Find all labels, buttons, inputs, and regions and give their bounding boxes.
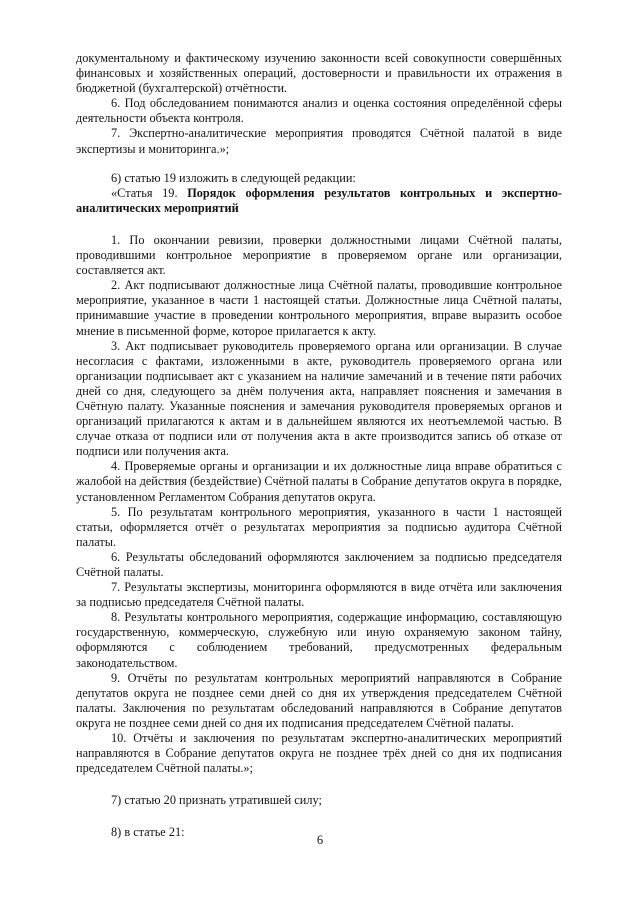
- amendment-6-intro: 6) статью 19 изложить в следующей редакции:: [111, 170, 356, 185]
- amendment-8: 8) в статье 21:: [111, 825, 185, 840]
- article-19-part-7: 7. Результаты экспертизы, мониторинга оформляются в виде отчёта или заключения за подписью председателя Счётной палаты.: [76, 580, 562, 610]
- article-19-part-8: 8. Результаты контрольного мероприятия, содержащие информацию, составляющую государственную, коммерческую, служебную или иную охраняемую законом тайну, оформляются с соблюдением требований, предусмотренных федеральным законодательством.: [76, 610, 562, 670]
- page-number: 6: [316, 833, 324, 847]
- paragraph-continuation: документальному и фактическому изучению законности всей совокупности совершённых финансовых и хозяйственных операций, достоверности и правильности их отражения в бюджетной (бухгалтерской) отчётности.: [76, 51, 562, 96]
- paragraph-item-6: 6. Под обследованием понимаются анализ и оценка состояния определённой сферы деятельности объекта контроля.: [76, 96, 562, 126]
- article-19-heading: [76, 186, 562, 216]
- article-19-part-2: 2. Акт подписывают должностные лица Счётной палаты, проводившие контрольное мероприятие, указанное в части 1 настоящей статьи. Должностные лица Счётной палаты, принимавшие участие в проведении контрольного мероприятия, вправе выразить особое мнение в письменной форме, которое прилагается к акту.: [76, 278, 562, 338]
- article-19-part-10: 10. Отчёты и заключения по результатам экспертно-аналитических мероприятий направляются в Собрание депутатов округа не позднее трёх дней со дня их подписания председателем Счётной палаты.»;: [76, 731, 562, 776]
- article-19-part-9: 9. Отчёты по результатам контрольных мероприятий направляются в Собрание депутатов округа не позднее семи дней со дня их утверждения председателем Счётной палаты. Заключения по результатам обследований направляются в Собрание депутатов округа не позднее семи дней со дня их подписания председателем Счётной палаты.: [76, 670, 562, 730]
- article-19-part-5: 5. По результатам контрольного мероприятия, указанного в части 1 настоящей статьи, оформляется отчёт о результатах мероприятия за подписью аудитора Счётной палаты.: [76, 504, 562, 549]
- article-19-part-1: 1. По окончании ревизии, проверки должностными лицами Счётной палаты, проводившими контрольное мероприятие в проверяемом органе или организации, составляется акт.: [76, 232, 562, 278]
- article-19-title: Порядок оформления результатов контрольных и экспертно-аналитических мероприятий: [76, 185, 562, 215]
- amendment-7: 7) статью 20 признать утратившей силу;: [111, 793, 322, 808]
- article-19-part-3: 3. Акт подписывает руководитель проверяемого органа или организации. В случае несогласия с фактами, изложенными в акте, руководитель проверяемого органа или организации подписывает акт с указанием на наличие замечаний и в течение пяти рабочих дней со дня, следующего за днём получения акта, направляет пояснения и замечания в Счётную палату. Указанные пояснения и замечания руководителя проверяемых органов и организаций прилагаются к актам и в дальнейшем являются их неотъемлемой частью. В случае отказа от подписи или от получения акта в акте производится запись об отказе от подписи или получения акта.: [76, 338, 562, 459]
- paragraph-item-7: 7. Экспертно-аналитические мероприятия проводятся Счётной палатой в виде экспертизы и мониторинга.»;: [76, 126, 562, 156]
- article-19-label: «Статья 19.: [111, 185, 188, 200]
- article-19-part-6: 6. Результаты обследований оформляются заключением за подписью председателя Счётной палаты.: [76, 549, 562, 579]
- document-page: [76, 51, 562, 841]
- article-19-part-4: 4. Проверяемые органы и организации и их должностные лица вправе обратиться с жалобой на действия (бездействие) Счётной палаты в Собрание депутатов округа в порядке, установленном Регламентом Собрания депутатов округа.: [76, 459, 562, 504]
